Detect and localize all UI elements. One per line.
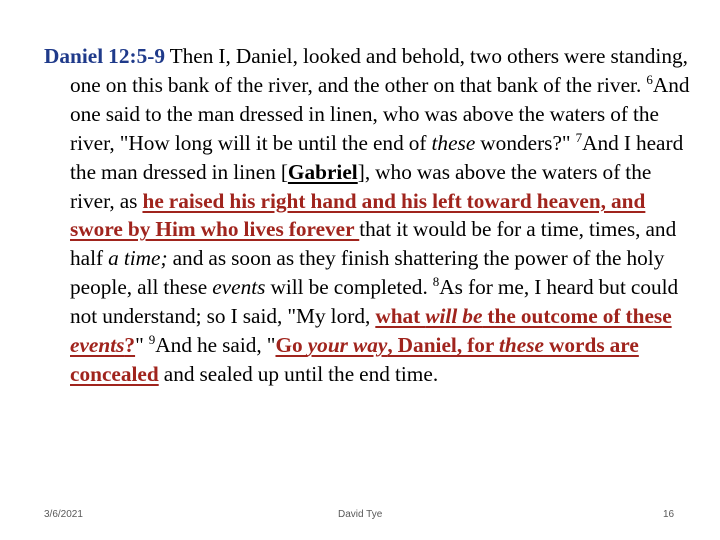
footer-page-number: 16 xyxy=(663,509,675,520)
body-text: ], who was above the waters of the river, as xyxy=(70,159,652,213)
highlighted-text: what xyxy=(375,304,426,329)
verse-number: 7 xyxy=(575,129,583,145)
verse-number: 8 xyxy=(432,274,440,290)
verse-number: 9 xyxy=(148,331,156,347)
body-text: " xyxy=(135,333,149,358)
slide-body-text xyxy=(44,42,694,389)
body-text: And one said to the man dressed in linen, who was above the waters of the river, "How long will it be until the end of xyxy=(70,72,690,155)
body-text: And he said, " xyxy=(155,333,276,358)
verse-number: 6 xyxy=(646,71,653,87)
highlighted-text: Go xyxy=(275,333,308,358)
body-text: wonders?" xyxy=(475,130,576,155)
italic-text: these xyxy=(431,130,476,155)
highlighted-italic: will be xyxy=(425,304,483,329)
italic-text: a time; xyxy=(108,246,168,271)
body-text: Then I, Daniel, looked and behold, two others were standing, one on this bank of the river, and the other on that bank of the river. xyxy=(70,44,688,97)
body-text: and as soon as they finish shattering the power of the holy people, all these xyxy=(70,246,665,300)
body-text: As for me, I heard but could not understand; so I said, "My lord, xyxy=(70,275,679,329)
gabriel-annotation: Gabriel xyxy=(287,159,358,184)
highlighted-italic: these xyxy=(499,333,544,358)
body-text: And I heard the man dressed in linen [ xyxy=(70,130,684,184)
body-text: and sealed up until the end time. xyxy=(158,361,439,386)
highlighted-text: words are concealed xyxy=(70,333,639,386)
highlighted-phrase: he raised his right hand and his left toward heaven, and swore by Him who lives forever xyxy=(70,188,646,242)
highlighted-italic: your way xyxy=(307,333,388,358)
body-text: will be completed. xyxy=(265,275,433,300)
highlighted-text: , Daniel, for xyxy=(387,333,500,358)
scripture-reference: Daniel 12:5-9 xyxy=(44,44,165,68)
footer-author: David Tye xyxy=(338,509,383,520)
body-text: that it would be for a time, times, and half xyxy=(70,217,677,271)
highlighted-text: the outcome of these xyxy=(482,304,672,329)
footer-date: 3/6/2021 xyxy=(44,509,83,520)
italic-text: events xyxy=(212,275,266,300)
highlighted-text: ? xyxy=(124,333,136,358)
highlighted-italic: events xyxy=(70,333,125,358)
